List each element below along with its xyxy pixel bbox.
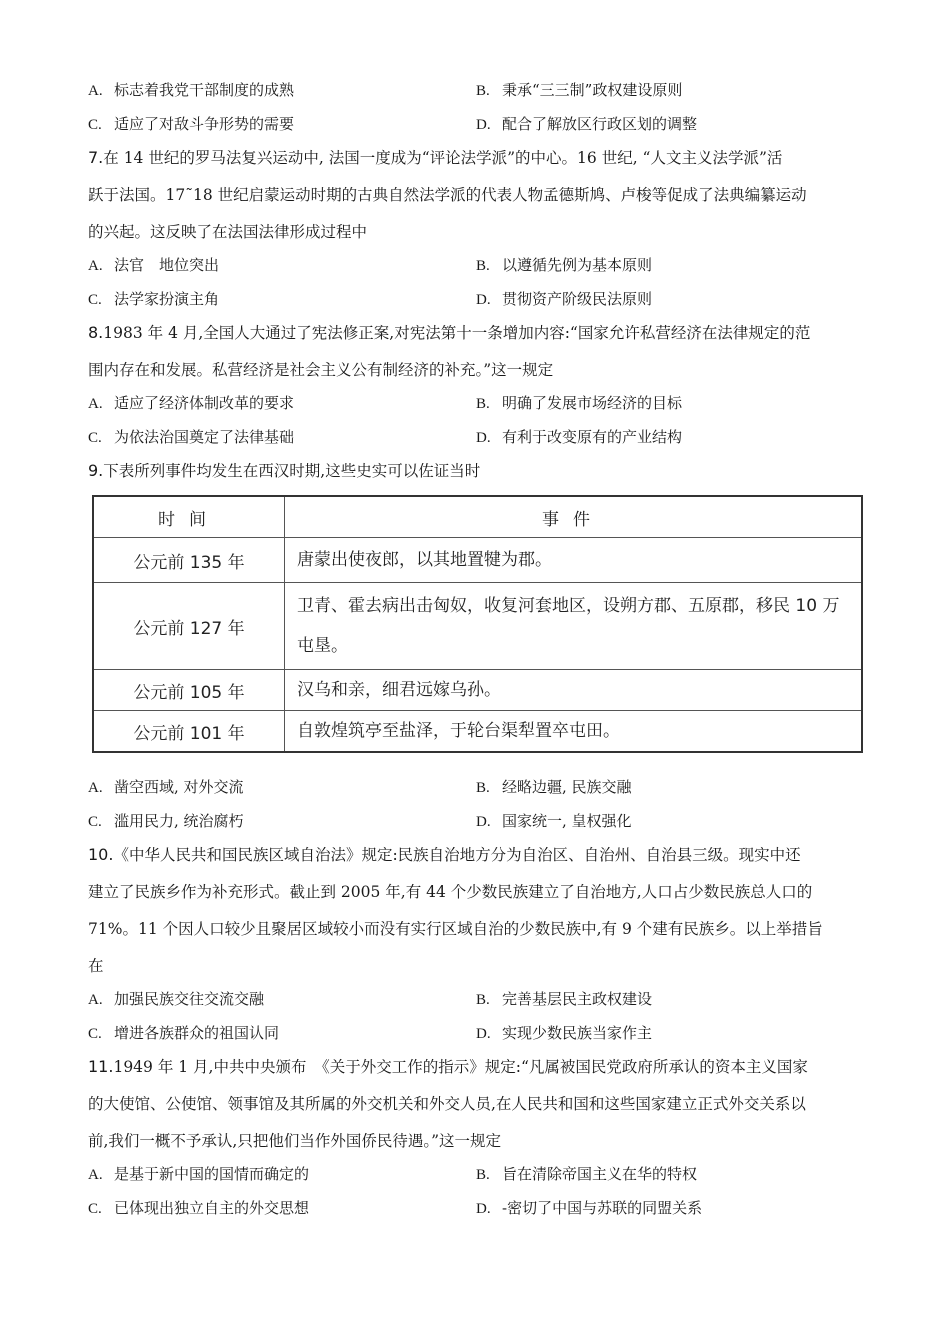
q11-stem-line-3: 前,我们一概不予承认,只把他们当作外国侨民待遇。”这一规定 — [88, 1132, 502, 1150]
option-letter: D. — [476, 292, 491, 308]
option-letter: D. — [476, 117, 491, 133]
q7-option-d[interactable] — [476, 289, 652, 310]
option-text: 贯彻资产阶级民法原则 — [502, 290, 653, 308]
header-event: 事件 — [285, 496, 863, 538]
question-number: 11. — [88, 1057, 114, 1076]
q7-stem-line-3: 的兴起。这反映了在法国法律形成过程中 — [88, 223, 368, 241]
option-text: 有利于改变原有的产业结构 — [502, 428, 683, 446]
option-text: 适应了对敌斗争形势的需要 — [114, 115, 295, 133]
option-letter: B. — [476, 396, 490, 412]
option-text: 适应了经济体制改革的要求 — [114, 394, 295, 412]
row-event: 唐蒙出使夜郎，以其地置犍为郡。 — [285, 538, 863, 583]
q10-option-b[interactable] — [476, 989, 652, 1010]
option-text: 实现少数民族当家作主 — [502, 1024, 653, 1042]
q9-stem — [88, 461, 863, 481]
option-letter: C. — [88, 117, 102, 133]
question-number: 10. — [88, 845, 114, 864]
q10-option-c[interactable] — [88, 1023, 279, 1044]
question-number: 7. — [88, 148, 104, 167]
option-text: 国家统一, 皇权强化 — [502, 812, 632, 830]
q11-option-c[interactable] — [88, 1198, 309, 1219]
stem-text: 《中华人民共和国民族区域自治法》规定:民族自治地方分为自治区、自治州、自治县三级。现实中还 — [113, 846, 801, 864]
q7-option-b[interactable] — [476, 255, 652, 276]
q8-option-a[interactable] — [88, 393, 294, 414]
option-text: 配合了解放区行政区划的调整 — [502, 115, 698, 133]
header-time: 时间 — [93, 496, 285, 538]
table-header-row — [93, 496, 862, 538]
option-text: 是基于新中国的国情而确定的 — [114, 1165, 310, 1183]
option-letter: B. — [476, 1167, 490, 1183]
option-letter: A. — [88, 83, 103, 99]
option-text: 加强民族交往交流交融 — [114, 990, 265, 1008]
stem-text: 下表所列事件均发生在西汉时期,这些史实可以佐证当时 — [103, 462, 481, 480]
q11-option-a[interactable] — [88, 1164, 309, 1185]
q10-stem-line-1 — [88, 845, 863, 865]
stem-text: 在 14 世纪的罗马法复兴运动中, 法国一度成为“评论法学派”的中心。16 世纪, “人文主义法学派”活 — [103, 149, 783, 167]
q6-option-b[interactable] — [476, 80, 682, 101]
q11-option-d[interactable] — [476, 1198, 702, 1219]
option-text: 法官 地位突出 — [114, 256, 220, 274]
option-letter: C. — [88, 814, 102, 830]
option-text: 法学家扮演主角 — [114, 290, 220, 308]
q11-stem-line-1 — [88, 1057, 863, 1077]
q9-events-table — [92, 495, 863, 753]
option-letter: C. — [88, 430, 102, 446]
q10-stem-line-2: 建立了民族乡作为补充形式。截止到 2005 年,有 44 个少数民族建立了自治地方,人口占少数民族总人口的 — [88, 883, 813, 901]
q7-stem-line-2: 跃于法国。17˜18 世纪启蒙运动时期的古典自然法学派的代表人物孟德斯鸠、卢梭等促成了法典编纂运动 — [88, 186, 807, 204]
q8-option-c[interactable] — [88, 427, 294, 448]
stem-text: 1983 年 4 月,全国人大通过了宪法修正案,对宪法第十一条增加内容:“国家允许私营经济在法律规定的范 — [103, 324, 811, 342]
option-letter: D. — [476, 814, 491, 830]
option-text: 为依法治国奠定了法律基础 — [114, 428, 295, 446]
table-row — [93, 583, 862, 670]
option-letter: C. — [88, 1201, 102, 1217]
q10-option-d[interactable] — [476, 1023, 652, 1044]
q6-option-c[interactable] — [88, 114, 294, 135]
q7-option-a[interactable] — [88, 255, 219, 276]
q11-stem-line-2: 的大使馆、公使馆、领事馆及其所属的外交机关和外交人员,在人民共和国和这些国家建立正式外交关系以 — [88, 1095, 806, 1113]
option-letter: A. — [88, 258, 103, 274]
row-event: 卫青、霍去病出击匈奴，收复河套地区，设朔方郡、五原郡，移民 10 万屯垦。 — [285, 583, 863, 670]
q8-option-d[interactable] — [476, 427, 682, 448]
row-time: 公元前 105 年 — [93, 670, 285, 711]
option-text: 以遵循先例为基本原则 — [502, 256, 653, 274]
option-letter: B. — [476, 780, 490, 796]
option-letter: A. — [88, 396, 103, 412]
option-letter: B. — [476, 83, 490, 99]
question-number: 9. — [88, 461, 104, 480]
q7-option-c[interactable] — [88, 289, 219, 310]
q9-option-c[interactable] — [88, 811, 244, 832]
q10-stem-line-4: 在 — [88, 957, 104, 975]
q8-stem-line-1 — [88, 323, 863, 343]
option-text: 凿空西域, 对外交流 — [114, 778, 244, 796]
q7-stem-line-1 — [88, 148, 863, 168]
q6-option-d[interactable] — [476, 114, 697, 135]
option-letter: A. — [88, 1167, 103, 1183]
row-time: 公元前 101 年 — [93, 711, 285, 753]
q9-option-d[interactable] — [476, 811, 632, 832]
q6-option-a[interactable] — [88, 80, 294, 101]
option-text: 经略边疆, 民族交融 — [502, 778, 632, 796]
q10-option-a[interactable] — [88, 989, 264, 1010]
option-text: 旨在清除帝国主义在华的特权 — [502, 1165, 698, 1183]
row-time: 公元前 127 年 — [93, 583, 285, 670]
row-time: 公元前 135 年 — [93, 538, 285, 583]
option-letter: D. — [476, 1201, 491, 1217]
option-text: 滥用民力, 统治腐朽 — [114, 812, 244, 830]
q8-stem-line-2: 围内存在和发展。私营经济是社会主义公有制经济的补充。”这一规定 — [88, 361, 554, 379]
q11-option-b[interactable] — [476, 1164, 697, 1185]
option-letter: C. — [88, 292, 102, 308]
q9-option-a[interactable] — [88, 777, 244, 798]
option-letter: B. — [476, 992, 490, 1008]
stem-text: 1949 年 1 月,中共中央颁布 《关于外交工作的指示》规定:“凡属被国民党政府所承认的资本主义国家 — [113, 1058, 808, 1076]
table-row — [93, 670, 862, 711]
option-text: 完善基层民主政权建设 — [502, 990, 653, 1008]
question-number: 8. — [88, 323, 104, 342]
q10-stem-line-3: 71%。11 个因人口较少且聚居区域较小而没有实行区域自治的少数民族中,有 9 个建有民族乡。以上举措旨 — [88, 920, 823, 938]
table-row — [93, 711, 862, 753]
option-text: 已体现出独立自主的外交思想 — [114, 1199, 310, 1217]
option-text: 增进各族群众的祖国认同 — [114, 1024, 280, 1042]
option-text: -密切了中国与苏联的同盟关系 — [502, 1199, 703, 1217]
option-letter: B. — [476, 258, 490, 274]
option-text: 秉承“三三制”政权建设原则 — [502, 81, 683, 99]
q8-option-b[interactable] — [476, 393, 682, 414]
row-event: 自敦煌筑亭至盐泽，于轮台渠犁置卒屯田。 — [285, 711, 863, 753]
option-letter: C. — [88, 1026, 102, 1042]
option-letter: A. — [88, 780, 103, 796]
option-letter: D. — [476, 430, 491, 446]
option-letter: D. — [476, 1026, 491, 1042]
option-letter: A. — [88, 992, 103, 1008]
q9-option-b[interactable] — [476, 777, 632, 798]
table-row — [93, 538, 862, 583]
option-text: 标志着我党干部制度的成熟 — [114, 81, 295, 99]
row-event: 汉乌和亲，细君远嫁乌孙。 — [285, 670, 863, 711]
option-text: 明确了发展市场经济的目标 — [502, 394, 683, 412]
